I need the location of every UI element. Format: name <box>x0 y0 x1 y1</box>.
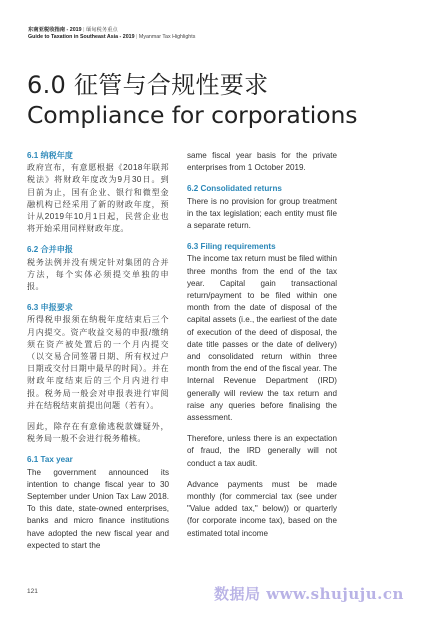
left-column <box>27 150 169 552</box>
header-guide-en: Guide to Taxation in Southeast Asia - 2019 <box>28 34 135 41</box>
section-heading: 6.3 Filing requirements <box>187 242 276 252</box>
section-body: The income tax return must be filed within three months from the end of the tax year. Capital gain transactional return/payment to be filed within one month from the date of disposal of the capital assets (i.e., the earliest of the date of execution of the deed of disposal, the date title passes or the date of delivery) and consolidated return within three month from the end of the fiscal year. The Internal Revenue Department (IRD) generally will review the tax return and raise any queries before finalising the assessment. <box>187 254 337 423</box>
section-heading: 6.2 Consolidated returns <box>187 184 282 194</box>
running-header <box>28 27 195 42</box>
page-title-zh: 6.0 征管与合规性要求 <box>27 71 269 99</box>
section-body: 因此，除存在有意偷逃税款嫌疑外，税务局一般不会进行税务稽核。 <box>27 422 169 444</box>
section-body: There is no provision for group treatment in the tax legislation; each entity must file a separate return. <box>187 196 337 231</box>
section-body: 税务法例并没有规定针对集团的合并方法，每个实体必须提交单独的申报。 <box>27 257 169 292</box>
section-body: Therefore, unless there is an expectation of fraud, the IRD generally will not conduct a tax audit. <box>187 434 337 468</box>
section-body: 政府宣布，有意愿根据《2018年联邦税法》将财政年度改为9月30日。到目前为止，国有企业、银行和微型金融机构已经采用了新的财政年度，预计从2019年10月1日起，民营企业也将开始采用同样财政年度。 <box>27 163 169 234</box>
header-separator: | <box>136 34 138 41</box>
page-title-en: Compliance for corporations <box>27 101 358 129</box>
header-separator: | <box>83 27 85 33</box>
watermark: 数据局 www.shujuju.cn <box>214 585 404 603</box>
section-heading: 6.1 纳税年度 <box>27 151 73 160</box>
header-guide-zh: 东南亚税收指南 - 2019 <box>28 27 82 33</box>
header-line-en <box>28 34 195 41</box>
section-heading: 6.3 申报要求 <box>27 303 73 313</box>
header-section-en: Myanmar Tax Highlights <box>138 34 196 41</box>
header-line-zh <box>28 27 195 34</box>
section-body: The government announced its intention to change fiscal year to 30 September under Union Tax Law 2018. To this date, state-owned enterprises, banks and micro finance institutions have adopted the new fiscal year and expected to start the <box>27 467 169 550</box>
section-body: Advance payments must be made monthly (for commercial tax (see under "Value added tax," below)) or quarterly (for corporate income tax), based on the estimated total income <box>187 479 337 538</box>
section-body: 所得税申报须在纳税年度结束后三个月内提交。资产收益交易的申报/缴纳须在资产被处置后的一个月内提交（以交易合同签署日期、所有权过户日期或交付日期中最早的时间）。并在财政年度结束后的三个月内进行申报。税务局一般会对申报表进行审阅并在结税结束前提出问题（若有）。 <box>27 315 169 410</box>
section-body-continued: same fiscal year basis for the private enterprises from 1 October 2019. <box>187 151 337 173</box>
page-title <box>27 70 357 130</box>
header-section-zh: 缅甸税务重点 <box>85 27 118 33</box>
right-column <box>187 150 337 540</box>
section-heading: 6.2 合并申报 <box>27 245 73 255</box>
section-heading: 6.1 Tax year <box>27 455 73 465</box>
page-number: 121 <box>27 588 38 595</box>
